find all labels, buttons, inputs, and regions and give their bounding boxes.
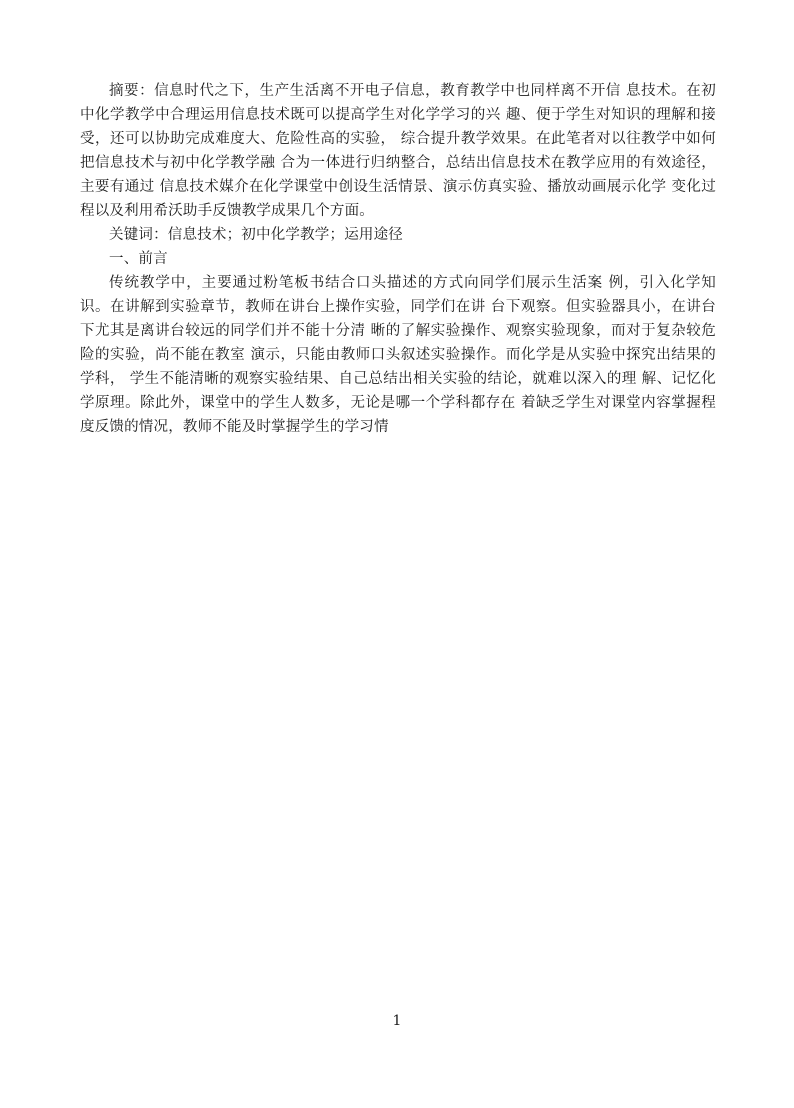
document-body <box>80 79 716 439</box>
page-number: 1 <box>392 1013 402 1029</box>
section-heading: 一、前言 <box>109 251 168 267</box>
keywords-line: 关键词：信息技术；初中化学教学；运用途径 <box>109 227 403 243</box>
abstract-paragraph: 摘要：信息时代之下，生产生活离不开电子信息，教育教学中也同样离不开信 息技术。在初中化学教学中合理运用信息技术既可以提高学生对化学学习的兴 趣、便于学生对知识的理解和接受，还可以协助完成难度大、危险性高的实验， 综合提升教学效果。在此笔者对以往教学中如何把信息技术与初中化学教学融 合为一体进行归纳整合，总结出信息技术在教学应用的有效途径，主要有通过 信息技术媒介在化学课堂中创设生活情景、演示仿真实验、播放动画展示化学 变化过程以及利用希沃助手反馈教学成果几个方面。 <box>80 83 716 219</box>
body-paragraph: 传统教学中，主要通过粉笔板书结合口头描述的方式向同学们展示生活案 例，引入化学知识。在讲解到实验章节，教师在讲台上操作实验，同学们在讲 台下观察。但实验器具小，在讲台下尤其是离讲台较远的同学们并不能十分清 晰的了解实验操作、观察实验现象，而对于复杂较危险的实验，尚不能在教室 演示，只能由教师口头叙述实验操作。而化学是从实验中探究出结果的学科， 学生不能清晰的观察实验结果、自己总结出相关实验的结论，就难以深入的理 解、记忆化学原理。除此外，课堂中的学生人数多，无论是哪一个学科都存在 着缺乏学生对课堂内容掌握程度反馈的情况，教师不能及时掌握学生的学习情 <box>80 275 716 435</box>
